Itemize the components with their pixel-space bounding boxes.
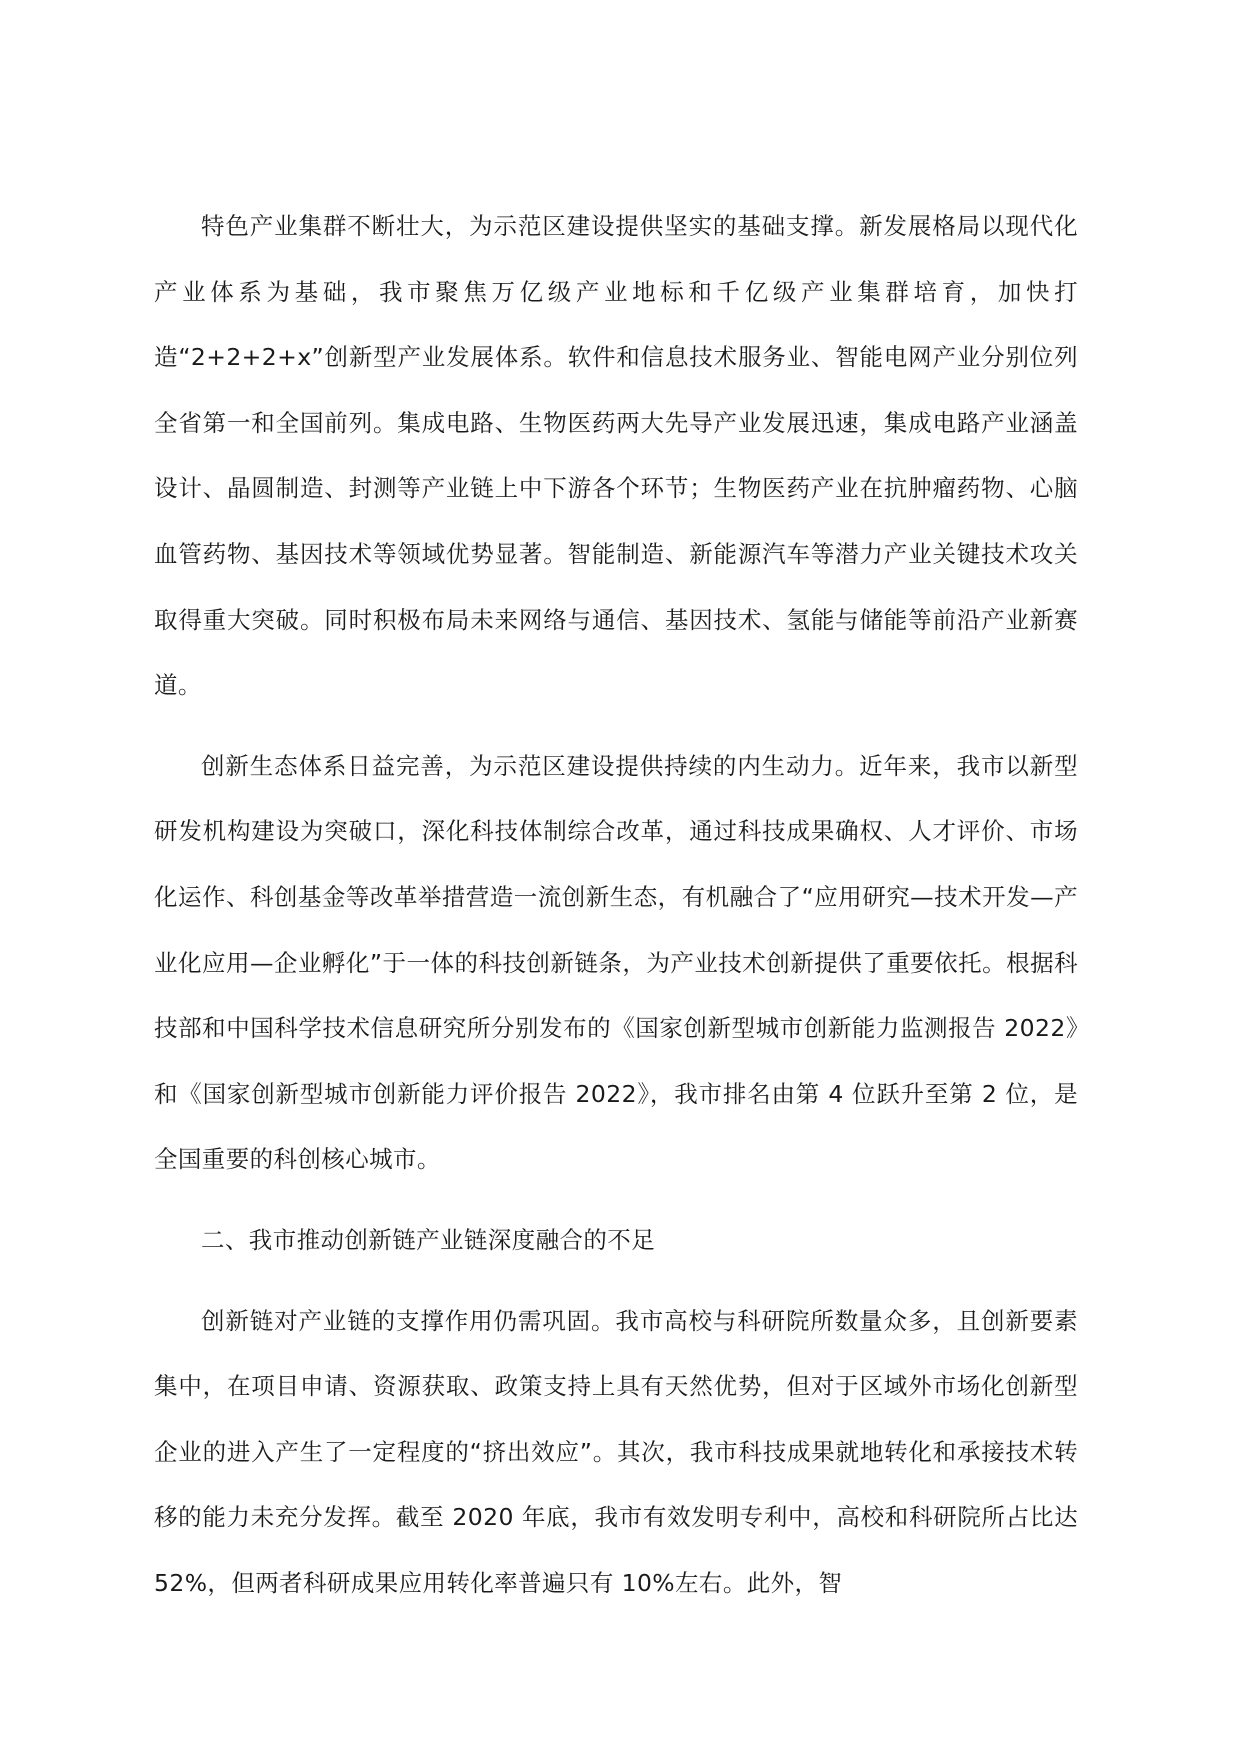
paragraph-innovation-ecosystem: 创新生态体系日益完善，为示范区建设提供持续的内生动力。近年来，我市以新型研发机构建设为突破口，深化科技体制综合改革，通过科技成果确权、人才评价、市场化运作、科创基金等改革举措营造一流创新生态，有机融合了“应用研究—技术开发—产业化应用—企业孵化”于一体的科技创新链条，为产业技术创新提供了重要依托。根据科技部和中国科学技术信息研究所分别发布的《国家创新型城市创新能力监测报告 2022》和《国家创新型城市创新能力评价报告 2022》，我市排名由第 4 位跃升至第 2 位，是全国重要的科创核心城市。	[154, 751, 1078, 1174]
paragraph-shortcomings: 创新链对产业链的支撑作用仍需巩固。我市高校与科研院所数量众多，且创新要素集中，在项目申请、资源获取、政策支持上具有天然优势，但对于区域外市场化创新型企业的进入产生了一定程度的“挤出效应”。其次，我市科技成果就地转化和承接技术转移的能力未充分发挥。截至 2020 年底，我市有效发明专利中，高校和科研院所占比达 52%，但两者科研成果应用转化率普遍只有 10%左右。此外，智	[154, 1306, 1078, 1597]
paragraph-industry-clusters: 特色产业集群不断壮大，为示范区建设提供坚实的基础支撑。新发展格局以现代化产业体系为基础，我市聚焦万亿级产业地标和千亿级产业集群培育，加快打造“2+2+2+x”创新型产业发展体系。软件和信息技术服务业、智能电网产业分别位列全省第一和全国前列。集成电路、生物医药两大先导产业发展迅速，集成电路产业涵盖设计、晶圆制造、封测等产业链上中下游各个环节；生物医药产业在抗肿瘤药物、心脑血管药物、基因技术等领域优势显著。智能制造、新能源汽车等潜力产业关键技术攻关取得重大突破。同时积极布局未来网络与通信、基因技术、氢能与储能等前沿产业新赛道。	[154, 212, 1078, 700]
section-heading: 二、我市推动创新链产业链深度融合的不足	[201, 1225, 656, 1254]
document-body	[154, 194, 1078, 1616]
